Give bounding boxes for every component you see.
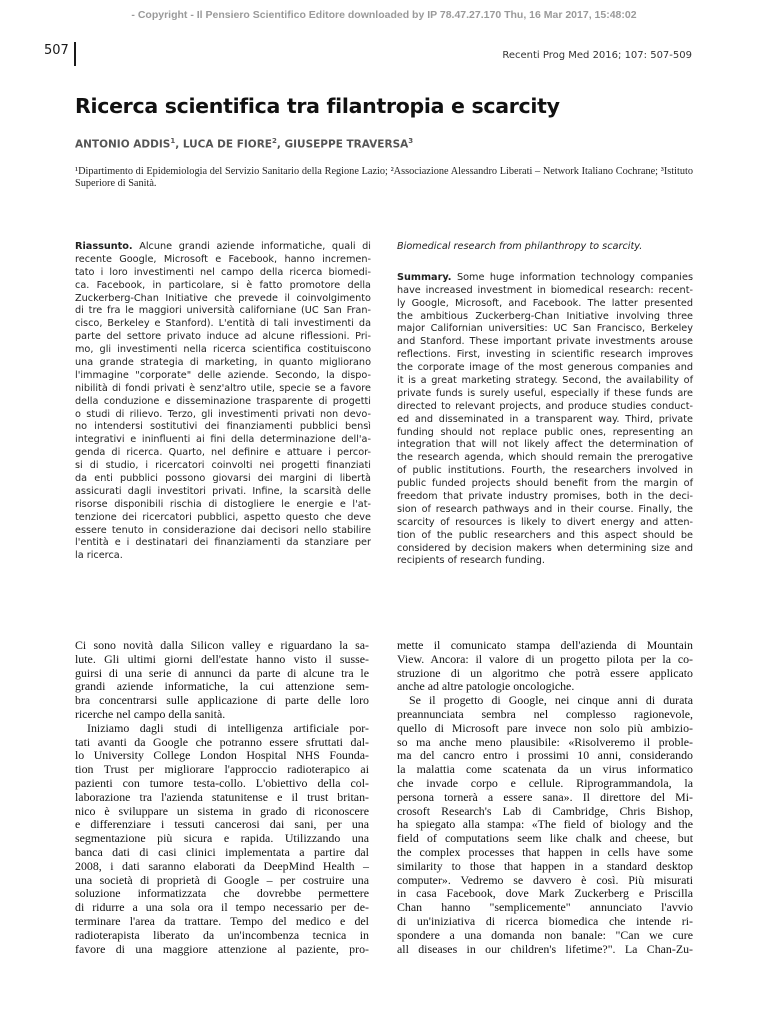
abstract-line	[397, 427, 693, 440]
abstract-line	[75, 550, 371, 563]
abstract-line-text: of public institutions. Fourth, the researchers involved in	[397, 465, 693, 477]
abstract-line-text: the research agenda, which should remain the prerogative	[397, 452, 693, 464]
body-text-line: di ridurre a una sola ora il tempo necessario per de-	[75, 900, 369, 915]
abstract-line-text: integration that will not likely affect the determination of	[397, 439, 693, 451]
abstract-line-text: scarcity of resources is likely to divert energy and atten-	[397, 516, 693, 528]
abstract-line-text: recente Google, Microsoft e Facebook, hanno incremen-	[75, 253, 371, 265]
abstract-line-text: cisco, Berkeley e Stanford). L'entità di tali investimenti da	[75, 318, 371, 330]
body-text-line: nico è sviluppare un sistema in grado di riconoscere	[75, 803, 369, 818]
body-text-line: View. Ancora: il valore di un progetto pilota per la co-	[397, 651, 693, 666]
abstract-line	[75, 486, 371, 499]
body-text-line: persona tornerà a essere sana». Il direttore del Mi-	[397, 789, 693, 804]
abstract-line-text: Alcune grandi aziende informatiche, quali di	[132, 241, 371, 252]
abstract-line	[75, 305, 371, 318]
body-text-line: ha spiegato alla stampa: «The field of biology and the	[397, 817, 693, 832]
body-text-line: Se il progetto di Google, nei cinque anni di durata	[409, 693, 693, 708]
abstract-line	[75, 525, 371, 538]
abstract-line	[75, 370, 371, 383]
abstract-line-text: una grande strategia di marketing, in quanto migliorano	[75, 357, 371, 369]
abstract-line	[397, 555, 693, 568]
author-affiliation-marker: 2	[271, 137, 277, 145]
body-text-line: favore di una maggiore attenzione al paziente, pro-	[75, 941, 369, 956]
body-text-line: di un'iniziativa di ricerca biomedica che intende ri-	[397, 913, 693, 928]
body-text-line: spondere a una domanda non banale: "Can we cure	[397, 927, 693, 942]
abstract-line-text: public funded projects should benefit from the margin of	[397, 478, 693, 490]
abstract-line	[75, 434, 371, 447]
body-text-line: tion Trust per migliorare l'approccio radioterapico ai	[75, 762, 369, 777]
abstract-line-text: genda di ricerca. Quarto, nel definire e attuare i percor-	[75, 447, 371, 459]
abstract-line-text: nibilità di fondi privati è senz'altro utile, specie se a favore	[75, 382, 371, 394]
abstract-line	[397, 414, 693, 427]
article-title: Ricerca scientifica tra filantropia e scarcity	[75, 94, 560, 118]
abstract-line	[75, 267, 371, 280]
abstract-line-text: della conduzione e disseminazione trasparente di progetti	[75, 395, 371, 407]
abstract-line	[75, 396, 371, 409]
abstract-line	[75, 512, 371, 525]
abstract-line-text: ca. Facebook, in particolare, si è fatto promotore della	[75, 279, 371, 291]
body-text-line: segmentazione più sicura e rapida. Utilizzando una	[75, 831, 369, 846]
abstract-line	[397, 388, 693, 401]
page-number: 507	[44, 43, 69, 58]
abstract-line	[397, 504, 693, 517]
abstract-line-text: tato i loro investimenti nel campo della ricerca biomedi-	[75, 266, 371, 278]
abstract-label: Riassunto.	[75, 241, 133, 252]
body-text-line: 2008, i dati saranno elaborati da DeepMind Health –	[75, 858, 369, 873]
body-text-line: terminare l'area da trattare. Tempo del medico e del	[75, 913, 369, 928]
body-text-line: field of computations seem like chalk and cheese, but	[397, 831, 693, 846]
body-text-line: laborazione tra l'azienda statunitense e il trust britan-	[75, 789, 369, 804]
abstract-line-text: da enti pubblici possono giovarsi dei margini di libertà	[75, 473, 371, 485]
abstract-line	[397, 349, 693, 362]
abstract-line-text: the corporate image of the most generous companies and	[397, 362, 693, 374]
abstract-line	[75, 357, 371, 370]
author-separator: ,	[276, 138, 285, 151]
abstract-italian	[75, 241, 371, 563]
abstract-line-text: risorse disponibili rischia di distogliere le energie e l'at-	[75, 498, 371, 510]
abstract-line-text: la ricerca.	[75, 550, 123, 562]
body-text-line: soluzione informatizzata che dovrebbe permettere	[75, 886, 369, 901]
abstract-line	[75, 447, 371, 460]
body-text-line: so ma anche meno plausibile: «Risolveremo il proble-	[397, 734, 693, 749]
abstract-line-text: ly Google, Microsoft, and Facebook. The latter presented	[397, 297, 693, 309]
abstract-line	[75, 280, 371, 293]
abstract-line	[397, 491, 693, 504]
body-text-line: e differenziare i tessuti cancerosi dai sani, per una	[75, 817, 369, 832]
abstract-line	[397, 517, 693, 530]
abstract-line	[75, 254, 371, 267]
abstract-line	[75, 421, 371, 434]
abstract-line	[75, 383, 371, 396]
body-text-line: che invade corpo e cellule. Riprogrammandola, la	[397, 775, 693, 790]
body-text-line: Iniziamo dagli studi di intelligenza artificiale por-	[87, 720, 369, 735]
body-text-line: mette il comunicato stampa dell'azienda di Mountain	[397, 638, 693, 652]
author-affiliation-marker: 1	[170, 137, 176, 145]
abstract-line	[75, 409, 371, 422]
abstract-line	[75, 293, 371, 306]
abstract-line-text: private funds is surely useful, especially if these funds are	[397, 387, 693, 399]
body-text-line: ricerche nel campo della sanità.	[75, 706, 226, 721]
body-text-line: lo University College London Hospital NHS Founda-	[75, 748, 369, 763]
author-list	[75, 137, 695, 151]
abstract-line	[397, 272, 693, 285]
abstract-line-text: sion of research pathways and in their course. Finally, the	[397, 503, 693, 515]
abstract-line	[397, 465, 693, 478]
abstract-title: Biomedical research from philanthropy to scarcity.	[397, 241, 643, 252]
abstract-line	[397, 452, 693, 465]
body-text-line: in casa Facebook, dove Mark Zuckerberg e Priscilla	[397, 886, 693, 901]
author-separator: ,	[175, 138, 183, 151]
abstract-line-text: parte del settore privato induce ad alcune riflessioni. Pri-	[75, 331, 371, 343]
abstract-line-text: major Californian universities: UC San Francisco, Berkeley	[397, 323, 693, 335]
abstract-line-text: recipients of research funding.	[397, 555, 545, 567]
abstract-label: Summary.	[397, 271, 452, 283]
abstract-line	[397, 478, 693, 491]
abstract-line	[397, 323, 693, 336]
abstract-line-text: no intendersi sostitutivi dei finanziamenti pubblici bensì	[75, 421, 371, 433]
abstract-line	[397, 543, 693, 556]
author-name: GIUSEPPE TRAVERSA	[284, 138, 409, 151]
abstract-english	[397, 241, 693, 568]
abstract-line	[75, 318, 371, 331]
abstract-line	[397, 439, 693, 452]
body-text-line: struzione di un algoritmo che potrà essere applicato	[397, 665, 693, 680]
abstract-line-text: the ambitious Zuckerberg-Chan Initiative involving three	[397, 310, 693, 322]
abstract-line-text: Some huge information technology companies	[451, 271, 693, 283]
page-number-rule	[74, 42, 76, 66]
affiliations: ¹Dipartimento di Epidemiologia del Servizio Sanitario della Regione Lazio; ²Associazione Alessandro Liberati – Network Italiano Cochrane; ³Istituto Superiore di Sanità.	[75, 166, 693, 189]
abstract-line-text: directed to relevant projects, and produce studies conduct-	[397, 400, 693, 412]
abstract-line	[75, 499, 371, 512]
body-text-line: preannunciata sembra nel complesso ragionevole,	[397, 706, 693, 721]
body-text-line: computer». Vedremo se davvero è così. Più misurati	[397, 872, 693, 887]
body-text-line: ma del cancro entro i prossimi 10 anni, considerando	[397, 748, 693, 763]
abstract-line-text: have increased investment in biomedical research: recent-	[397, 284, 693, 296]
body-text-line: guirsi di una serie di annunci da parte di alcune tra le	[75, 665, 369, 680]
abstract-line	[75, 460, 371, 473]
abstract-line-text: di tre fra le maggiori università californiane (UC San Fran-	[75, 305, 371, 317]
body-text-line: Chan hanno "semplicemente" annunciato l'avvio	[397, 900, 693, 915]
abstract-line	[397, 311, 693, 324]
body-text-line: all diseases in our children's lifetime?". La Chan-Zu-	[397, 941, 693, 956]
body-text-line: anche ad altre patologie oncologiche.	[397, 679, 575, 694]
body-text-line: quello di Microsoft pare invece non solo più ambizio-	[397, 720, 693, 735]
author-affiliation-marker: 3	[408, 137, 414, 145]
abstract-line-text: integrativi e ininfluenti ai fini della determinazione dell'a-	[75, 434, 371, 446]
abstract-line	[397, 336, 693, 349]
abstract-line	[397, 530, 693, 543]
abstract-line-text: mo, gli investimenti nella ricerca scientifica costituiscono	[75, 344, 371, 356]
body-text-line: la malattia come scatenata da un virus informatico	[397, 762, 693, 777]
journal-reference: Recenti Prog Med 2016; 107: 507-509	[502, 50, 692, 61]
body-column-left	[75, 639, 369, 956]
body-text-line: Ci sono novità dalla Silicon valley e riguardano la sa-	[75, 638, 369, 652]
abstract-line-text: tenzione dei ricercatori pubblici, aspetto questo che deve	[75, 511, 371, 523]
author-name: LUCA DE FIORE	[182, 138, 272, 151]
abstract-line	[397, 298, 693, 311]
abstract-line	[397, 362, 693, 375]
author-name: ANTONIO ADDIS	[75, 138, 171, 151]
abstract-line	[397, 375, 693, 388]
abstract-line-text: funding should not replace public ones, representing an	[397, 426, 693, 438]
copyright-notice: - Copyright - Il Pensiero Scientifico Editore downloaded by IP 78.47.27.170 Thu, 16 Mar 2017, 15:48:02	[131, 9, 637, 21]
body-text-line: similarity to those that happen in a standard desktop	[397, 858, 693, 873]
abstract-line-text: essere tenuto in considerazione dai decisori nello stabilire	[75, 524, 371, 536]
abstract-line-text: it is a great marketing strategy. Second, the availability of	[397, 375, 693, 387]
abstract-line	[397, 401, 693, 414]
body-text-line: una società di proprietà di Google – per costruire una	[75, 872, 369, 887]
abstract-line-text: freedom that private industry promises, both in the deci-	[397, 491, 693, 503]
abstract-line-text: l'entità e i destinatari dei finanziamenti da stanziare per	[75, 537, 371, 549]
body-column-right	[397, 639, 693, 956]
body-text-line: bra concentrarsi sulle applicazione di parte delle loro	[75, 693, 369, 708]
body-text-line: banca dati di casi clinici implementata a partire dal	[75, 844, 369, 859]
abstract-line	[75, 331, 371, 344]
body-text-line: tati avanti da Google che potranno essere sfruttati dal-	[75, 734, 369, 749]
abstract-line-text: reflections. First, investing in scientific research improves	[397, 349, 693, 361]
abstract-line	[75, 241, 371, 254]
abstract-line-text: o studi di rilievo. Terzo, gli investimenti privati non devo-	[75, 408, 371, 420]
body-text-line: crosoft Research's Lab di Cambridge, Chris Bishop,	[397, 803, 693, 818]
body-text-line: radioterapista liberato da un'incombenza tecnica in	[75, 927, 369, 942]
abstract-line	[75, 537, 371, 550]
abstract-line	[75, 344, 371, 357]
abstract-line-text: considered by decision makers when determining size and	[397, 542, 693, 554]
body-text-line: the complex processes that happen in cells have some	[397, 844, 693, 859]
abstract-line-text: tion of the public researchers and this aspect should be	[397, 529, 693, 541]
abstract-line-text: assicurati dagli investitori privati. Infine, la scarsità delle	[75, 485, 371, 497]
abstract-line-text: ed and disseminated in a transparent way. Third, private	[397, 413, 693, 425]
body-text-line: grandi aziende informatiche, la cui attenzione sem-	[75, 679, 369, 694]
abstract-line-text: l'immagine "corporate" delle aziende. Secondo, la dispo-	[75, 369, 371, 381]
abstract-line-text: and Stanford. These important private investments arouse	[397, 336, 693, 348]
abstract-line	[75, 473, 371, 486]
body-text-line: lute. Gli ultimi giorni dell'estate hanno visto il susse-	[75, 651, 369, 666]
abstract-line-text: Zuckerberg-Chan Initiative che prevede il coinvolgimento	[75, 292, 371, 304]
abstract-line-text: si di studio, i ricercatori coinvolti nei progetti finanziati	[75, 460, 371, 472]
abstract-line	[397, 285, 693, 298]
body-text-line: pazienti con tumore testa-collo. L'obiettivo della col-	[75, 775, 369, 790]
